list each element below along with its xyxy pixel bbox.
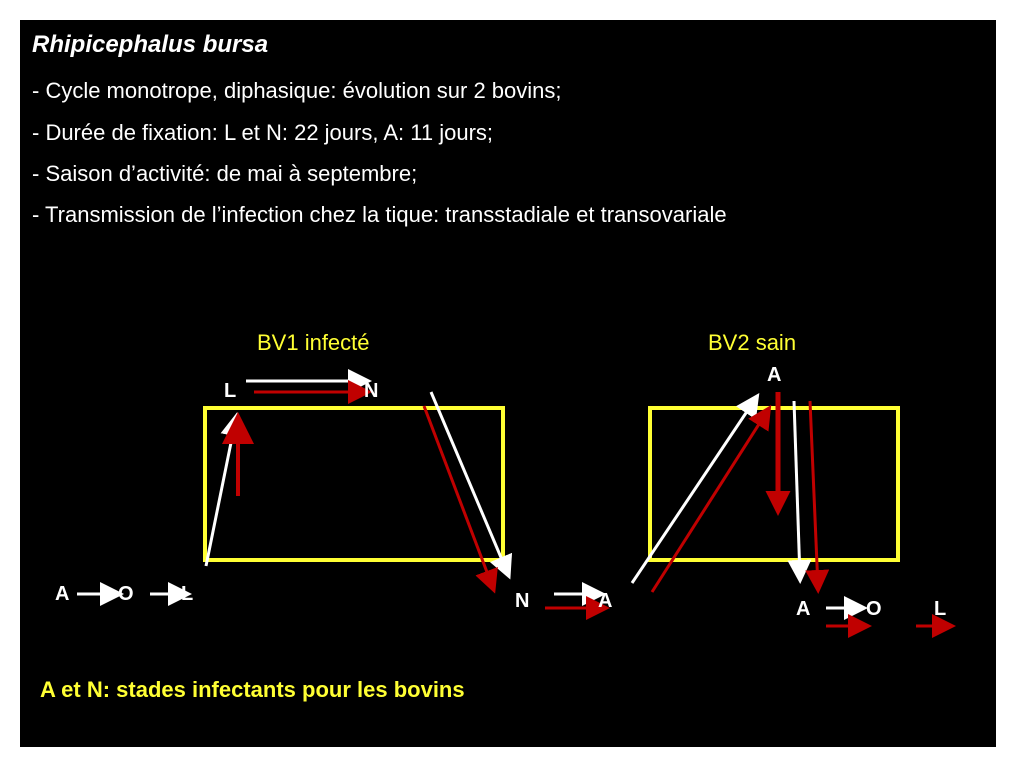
slide-title: Rhipicephalus bursa bbox=[32, 31, 269, 58]
bv1-drop-white-arrow bbox=[431, 392, 508, 574]
bv1-adult-label: A bbox=[55, 583, 70, 605]
bullet-duration: - Durée de fixation: L et N: 22 jours, A: 11 jours; bbox=[32, 120, 494, 145]
bv1-box bbox=[205, 408, 503, 560]
bv2-adult-top-label: A bbox=[767, 364, 782, 386]
bv2-larva-label: L bbox=[934, 598, 947, 620]
bv2-label: BV2 sain bbox=[708, 330, 797, 355]
bv1-egg-label: O bbox=[118, 583, 134, 605]
bv2-egg-label: O bbox=[866, 598, 882, 620]
bv1-larva-top-label: L bbox=[224, 380, 237, 402]
bv2-adult-bottom-label: A bbox=[796, 598, 811, 620]
bullet-season: - Saison d’activité: de mai à septembre; bbox=[32, 161, 418, 186]
bullet-transmission: - Transmission de l’infection chez la tique: transstadiale et transovariale bbox=[32, 202, 727, 227]
bv1-nymph-top-label: N bbox=[364, 380, 379, 402]
bv1-larva-bottom-label: L bbox=[181, 583, 194, 605]
bv2-climb-red-arrow bbox=[652, 410, 768, 592]
footer-note: A et N: stades infectants pour les bovins bbox=[40, 677, 465, 702]
bv1-climb-white-arrow bbox=[206, 418, 236, 566]
mid-nymph-label: N bbox=[515, 590, 530, 612]
mid-adult-label: A bbox=[598, 590, 613, 612]
bv2-drop-white-arrow bbox=[794, 401, 800, 578]
bullet-cycle: - Cycle monotrope, diphasique: évolution sur 2 bovins; bbox=[32, 78, 562, 103]
bv1-label: BV1 infecté bbox=[257, 330, 370, 355]
